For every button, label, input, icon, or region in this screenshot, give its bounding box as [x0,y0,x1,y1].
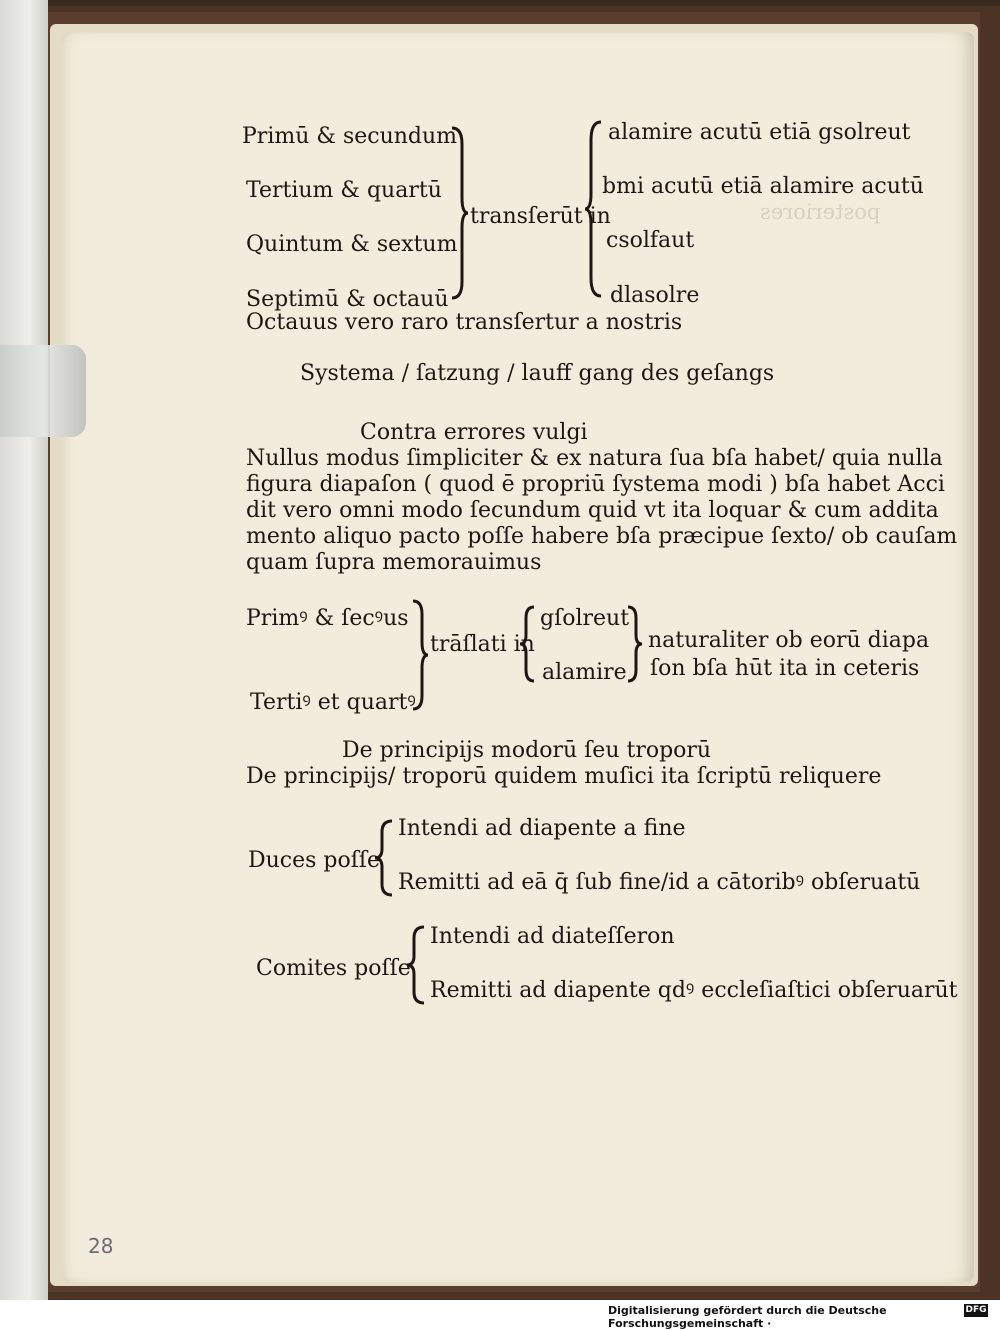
brace-comites [404,924,426,1006]
contra-line-5: quam ſupra memorauimus [246,550,542,575]
contra-line-3: dit vero omni modo ſecundum quid vt ita loquar & cum addita [246,498,939,523]
block2-far-2: ſon bſa hūt ita in ceteris [650,656,920,681]
page-clip [0,345,86,437]
contra-line-2: figura diapaſon ( quod ē propriū ſystema modi ) bſa habet Acci [246,472,945,497]
brace-block1-left [448,124,470,302]
block1-left-4: Septimū & octauū [246,287,449,312]
brace-block2-mid [518,604,538,684]
brace-block2-right [624,604,644,684]
dfg-logo: DFG [965,1305,987,1315]
contra-heading: Contra errores vulgi [360,420,588,445]
showthrough: posteriores [760,200,881,224]
duces-label: Duces poſſe [248,848,381,873]
systema-line: Systema / ſatzung / lauff gang des geſangs [300,361,775,386]
contra-line-4: mento aliquo pacto poſſe habere bſa præcipue ſexto/ ob cauſam [246,524,958,549]
dfg-credit: Digitalisierung gefördert durch die Deutsche Forschungsgemeinschaft · [608,1304,887,1330]
principiis-line: De principijs/ troporū quidem muſici ita ſcriptū reliquere [246,764,882,789]
block2-left-2: Tertiꝰ et quartꝰ [250,690,416,715]
binding-edge [0,0,48,1300]
folio-number: 28 [88,1234,114,1258]
block1-left-3: Quintum & sextum [246,232,458,257]
block1-right-2: bmi acutū etiā alamire acutū [602,174,924,199]
comites-label: Comites poſſe [256,956,411,981]
block2-left-1: Primꝰ & ſecꝰus [246,606,409,631]
block1-right-1: alamire acutū etiā gsolreut [608,120,911,145]
duces-line-1: Intendi ad diapente a fine [398,816,686,841]
brace-duces [372,818,394,898]
block2-middle: trāſlati in [430,632,535,657]
principiis-heading: De principijs modorū ſeu troporū [342,738,712,763]
block1-left-2: Tertium & quartū [246,178,442,203]
block2-far-1: naturaliter ob eorū diapa [648,628,930,653]
comites-line-1: Intendi ad diateſſeron [430,924,675,949]
block2-right-2: alamire [542,660,627,685]
block1-right-4: dlasolre [610,283,700,308]
contra-line-1: Nullus modus ſimpliciter & ex natura ſua bſa habet/ quia nulla [246,446,943,471]
block2-right-1: gſolreut [540,606,630,631]
block1-left-1: Primū & secundum [242,124,458,149]
duces-line-2: Remitti ad eā q̄ ſub fine/id a cātoribꝰ obſeruatū [398,870,921,895]
block1-middle: transſerūt in [470,204,611,229]
block1-note: Octauus vero raro transſertur a nostris [246,310,683,335]
brace-block2-left [410,598,430,712]
comites-line-2: Remitti ad diapente qdꝰ eccleſiaſtici obſeruarūt [430,978,958,1003]
block1-right-3: csolfaut [606,228,695,253]
brace-block1-right [583,118,605,300]
